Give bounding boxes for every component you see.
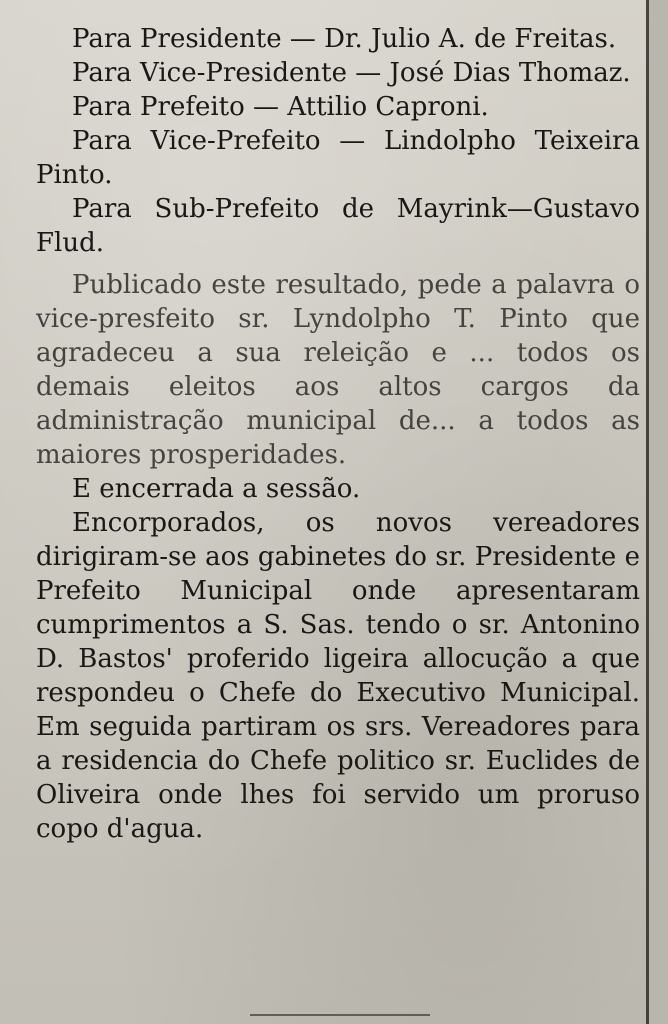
officer-line: Para Prefeito — Attilio Caproni. [72, 92, 489, 122]
officer-name: Attilio Caproni. [287, 92, 489, 122]
officer-role: Para Vice-Presidente [72, 58, 347, 88]
officer-name: José Dias Thomaz. [389, 58, 631, 88]
officer-line: Para Sub-Prefeito de Mayrink—Gustavo Flud. [36, 194, 640, 258]
officer-line: Para Presidente — Dr. Julio A. de Freitas. [72, 24, 617, 54]
closing-paragraph: E encerrada a sessão. [72, 474, 361, 504]
article-column [36, 22, 640, 846]
councillors-paragraph: Encorporados, os novos vereadores dirigiram-se aos gabinetes do sr. Presidente e Prefeito Municipal onde apresentaram cumprimentos a S. Sas. tendo o sr. Antonino D. Bastos' proferido ligeira allocução a que respondeu o Chefe do Executivo Municipal. Em seguida partiram os srs. Vereadores para a residencia do Chefe politico sr. Euclides de Oliveira onde lhes foi servido um proruso copo d'agua. [36, 508, 640, 844]
officer-line: Para Vice-Prefeito — Lindolpho Teixeira Pinto. [36, 126, 640, 190]
officer-role: Para Presidente [72, 24, 282, 54]
officer-line: Para Vice-Presidente — José Dias Thomaz. [72, 58, 631, 88]
officer-name: Lindolpho Teixeira Pinto. [36, 126, 640, 190]
column-end-rule [250, 1014, 430, 1016]
header-fragment [60, 0, 320, 8]
officer-role: Para Sub-Prefeito de Mayrink [72, 194, 507, 224]
officer-role: Para Vice-Prefeito [72, 126, 321, 156]
officers-list [36, 22, 640, 260]
result-paragraph: Publicado este resultado, pede a palavra o vice-presfeito sr. Lyndolpho T. Pinto que agradeceu a sua releição e ... todos os demais eleitos aos altos cargos da administração municipal de... a todos as maiores prosperidades. [36, 270, 640, 470]
officer-name: Gustavo Flud. [36, 194, 640, 258]
officer-role: Para Prefeito [72, 92, 245, 122]
officer-name: Dr. Julio A. de Freitas. [324, 24, 617, 54]
adjacent-column-edge [649, 0, 668, 1024]
